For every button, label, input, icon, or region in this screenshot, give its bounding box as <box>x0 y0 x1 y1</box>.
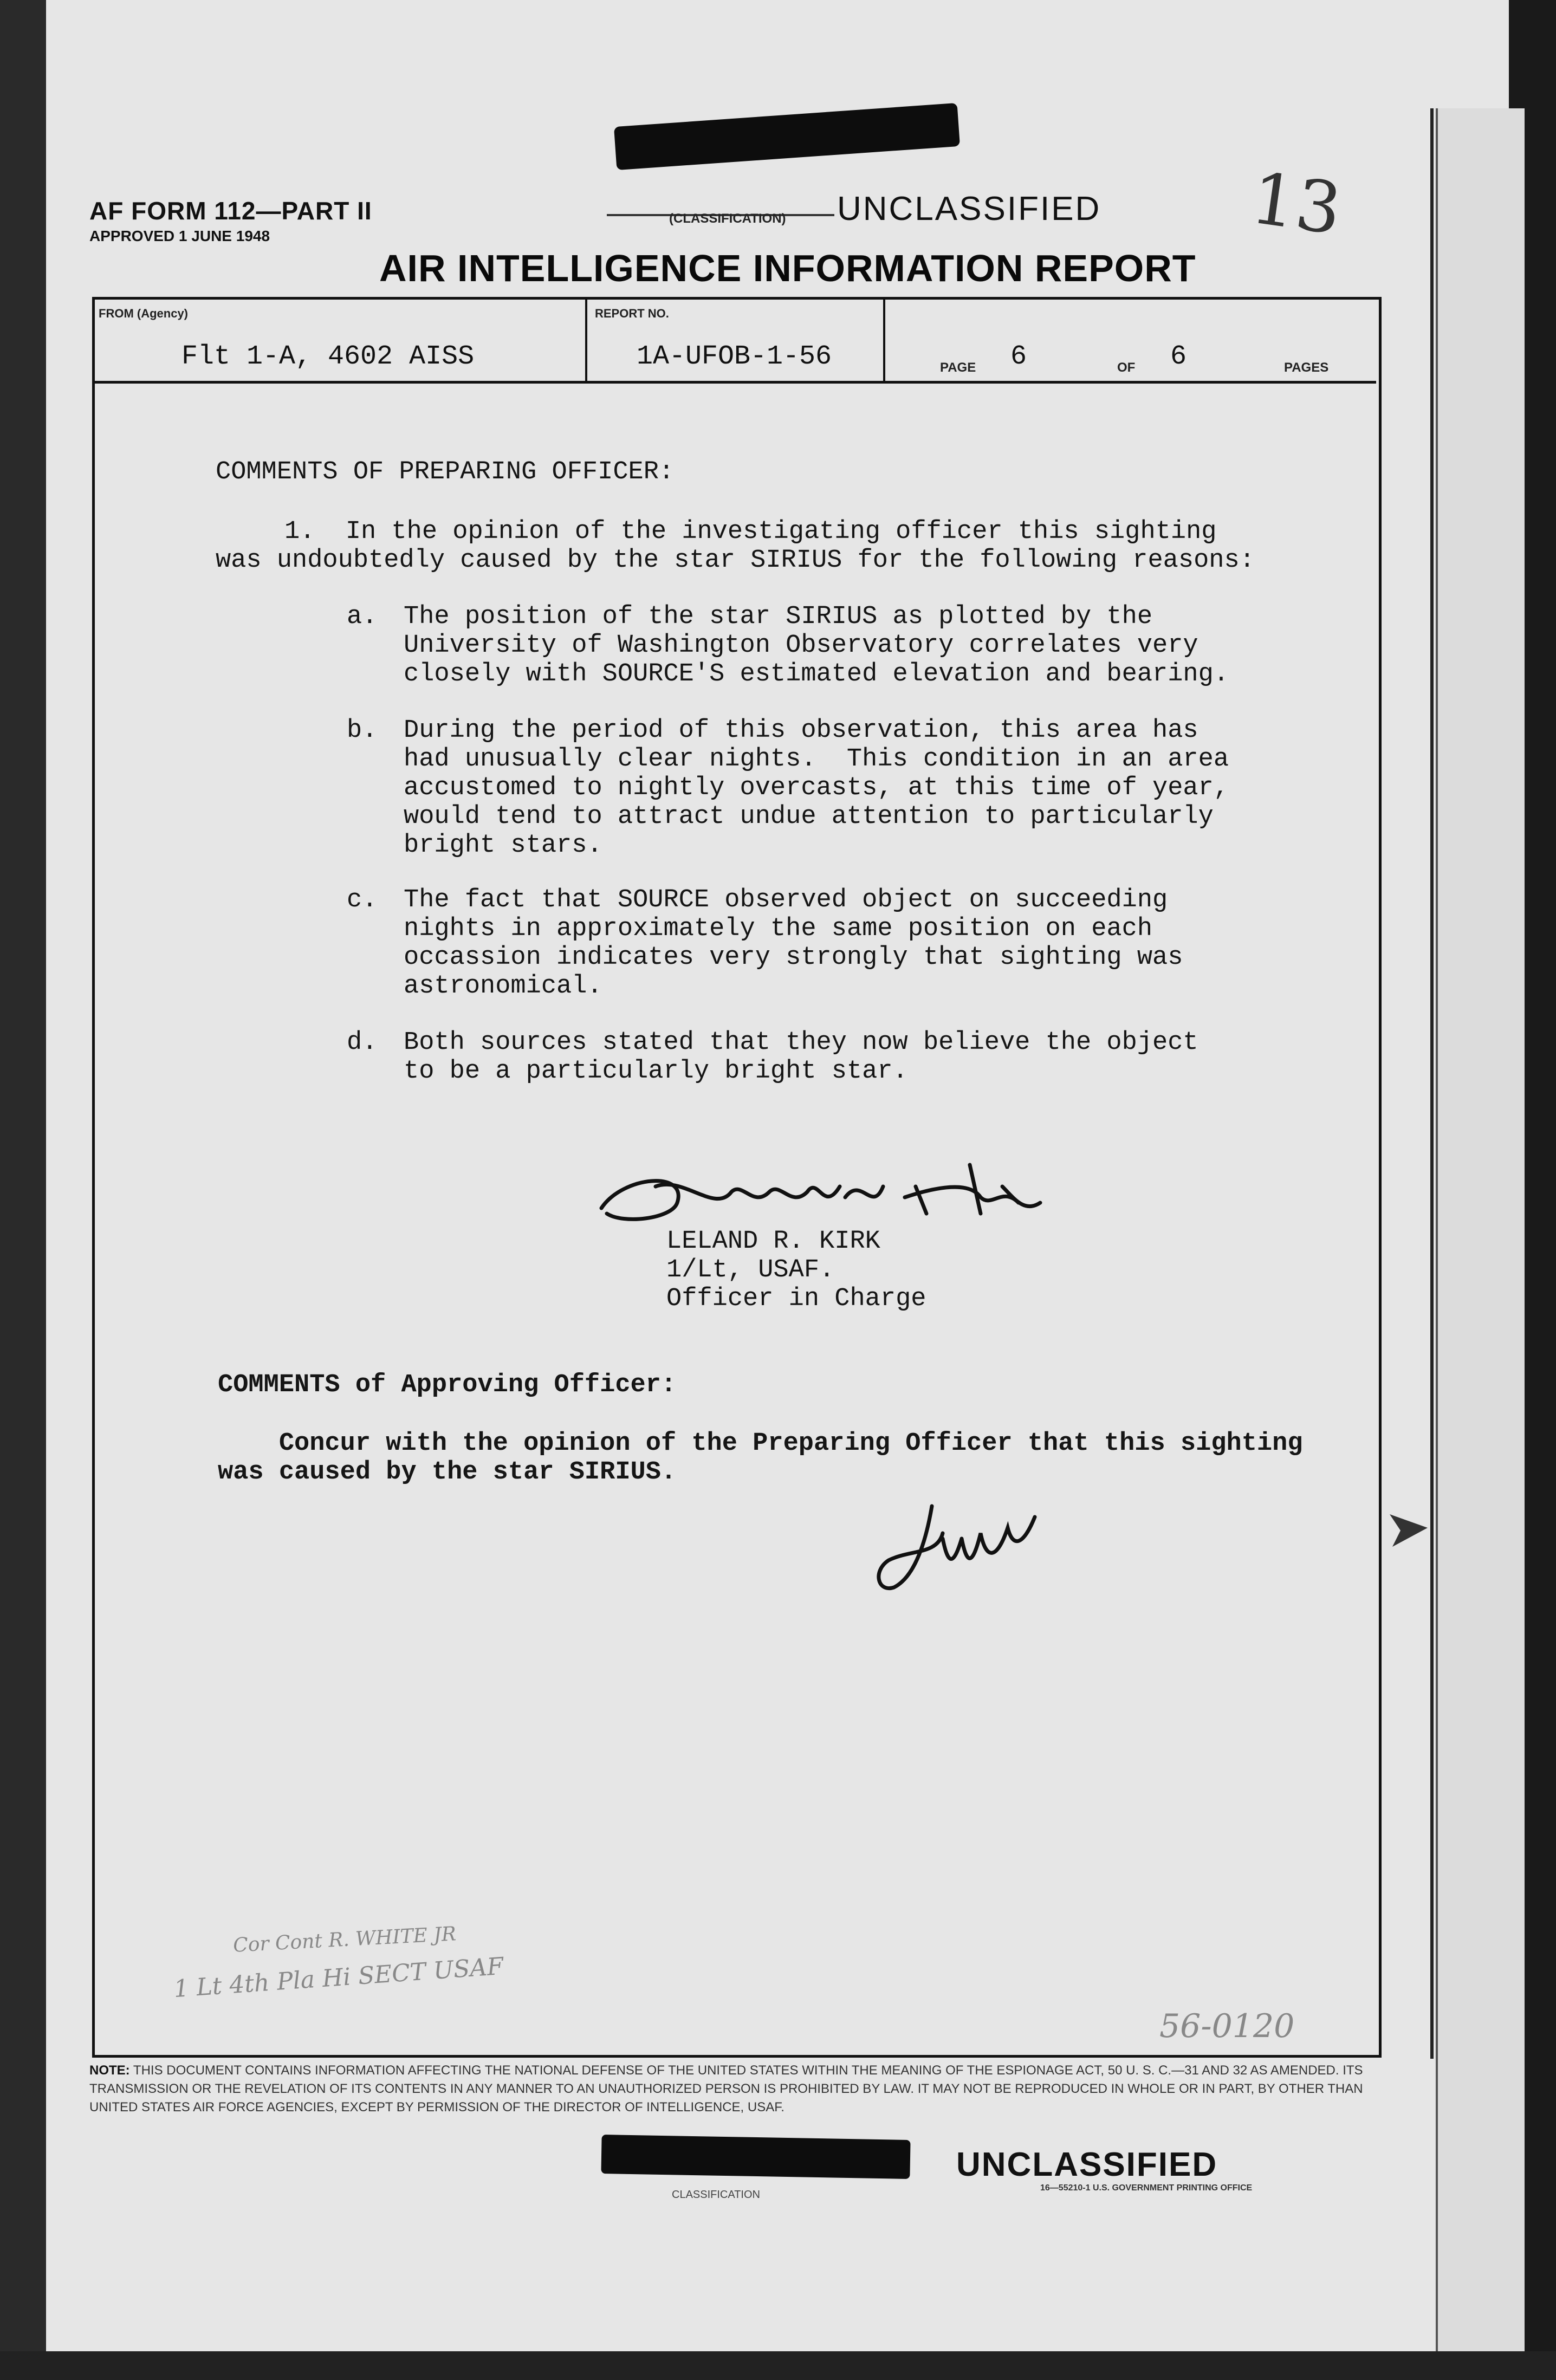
item-c-line: nights in approximately the same position on each <box>404 915 1153 943</box>
item-letter: b. <box>347 716 378 745</box>
header-divider <box>585 297 587 382</box>
approving-line: was caused by the star SIRIUS. <box>218 1458 677 1487</box>
signer-name: LELAND R. KIRK <box>666 1227 880 1256</box>
item-b-line: would tend to attract undue attention to particularly <box>404 802 1214 831</box>
item-c-line: occassion indicates very strongly that sighting was <box>404 943 1183 972</box>
item-letter: d. <box>347 1028 378 1057</box>
document-number: 56-0120 <box>1159 2007 1295 2045</box>
page-label: PAGE <box>940 360 976 375</box>
note-text: THIS DOCUMENT CONTAINS INFORMATION AFFECTING THE NATIONAL DEFENSE OF THE UNITED STATES WITHIN THE MEANING OF THE ESPIONAGE ACT, 50 U. S. C.—31 AND 32 AS AMENDED. ITS TRANSMISSION OR THE REVELATION OF ITS CONTENTS IN ANY MANNER TO AN UNAUTHORIZED PERSON IS PROHIBITED BY LAW. IT MAY NOT BE REPRODUCED IN WHOLE OR IN PART, BY OTHER THAN UNITED STATES AIR FORCE AGENCIES, EXCEPT BY PERMISSION OF THE DIRECTOR OF INTELLIGENCE, USAF. <box>89 2063 1363 2115</box>
signature-approving <box>867 1495 1051 1598</box>
signer-rank: 1/Lt, USAF. <box>666 1256 835 1285</box>
printing-office: 16—55210-1 U.S. GOVERNMENT PRINTING OFFICE <box>1040 2183 1253 2193</box>
redaction-bar-bottom <box>601 2135 910 2179</box>
approving-heading: COMMENTS of Approving Officer: <box>218 1371 677 1399</box>
item-letter: c. <box>347 886 378 915</box>
from-value: Flt 1-A, 4602 AISS <box>181 341 475 372</box>
report-no-value: 1A-UFOB-1-56 <box>637 341 832 372</box>
preparing-heading: COMMENTS OF PREPARING OFFICER: <box>216 458 675 487</box>
from-label: FROM (Agency) <box>99 307 188 320</box>
signature-kirk <box>591 1154 1067 1235</box>
security-note <box>89 2061 1401 2117</box>
para1-line: was undoubtedly caused by the star SIRIUS for the following reasons: <box>216 546 1255 575</box>
pencil-note: 1 Lt 4th Pla Hi SECT USAF <box>172 1952 505 2003</box>
header-divider <box>883 297 885 382</box>
para1-line: 1. In the opinion of the investigating officer this sighting <box>284 517 1217 546</box>
item-d-line: Both sources stated that they now believe the object <box>404 1028 1198 1057</box>
item-a-line: University of Washington Observatory correlates very <box>404 631 1198 660</box>
report-title: AIR INTELLIGENCE INFORMATION REPORT <box>379 247 1196 289</box>
classification-label: (CLASSIFICATION) <box>669 211 786 226</box>
scan-border-bottom <box>0 2351 1556 2380</box>
item-c-line: The fact that SOURCE observed object on succeeding <box>404 886 1168 915</box>
handwritten-page-number: 13 <box>1246 157 1347 251</box>
of-label: OF <box>1117 360 1136 375</box>
classification-stamp-top: UNCLASSIFIED <box>837 190 1101 228</box>
outer-frame-right <box>1430 108 1434 2059</box>
report-no-label: REPORT NO. <box>595 307 669 320</box>
item-b-line: had unusually clear nights. This condition in an area <box>404 745 1229 774</box>
item-b-line: bright stars. <box>404 831 602 860</box>
approving-line: Concur with the opinion of the Preparing Officer that this sighting <box>218 1429 1303 1458</box>
note-label: NOTE: <box>89 2063 130 2078</box>
form-id: AF FORM 112—PART II <box>89 197 372 225</box>
item-b-line: During the period of this observation, this area has <box>404 716 1198 745</box>
item-c-line: astronomical. <box>404 972 602 1001</box>
item-a-line: The position of the star SIRIUS as plotted by the <box>404 602 1153 631</box>
pencil-note: Cor Cont R. WHITE JR <box>232 1923 457 1957</box>
pages-label: PAGES <box>1284 360 1329 375</box>
item-a-line: closely with SOURCE'S estimated elevation and bearing. <box>404 660 1229 689</box>
scan-border-left <box>0 0 49 2380</box>
classification-label-bottom: CLASSIFICATION <box>672 2189 760 2201</box>
classification-stamp-bottom: UNCLASSIFIED <box>956 2146 1218 2183</box>
signer-title: Officer in Charge <box>666 1285 926 1313</box>
item-d-line: to be a particularly bright star. <box>404 1057 908 1086</box>
page-value: 6 <box>1010 341 1027 372</box>
margin-arrow-icon <box>1387 1512 1430 1549</box>
item-letter: a. <box>347 602 378 631</box>
underlying-sheet <box>1436 108 1525 2357</box>
form-approved-date: APPROVED 1 JUNE 1948 <box>89 228 270 244</box>
item-b-line: accustomed to nightly overcasts, at this time of year, <box>404 774 1229 802</box>
of-value: 6 <box>1170 341 1187 372</box>
